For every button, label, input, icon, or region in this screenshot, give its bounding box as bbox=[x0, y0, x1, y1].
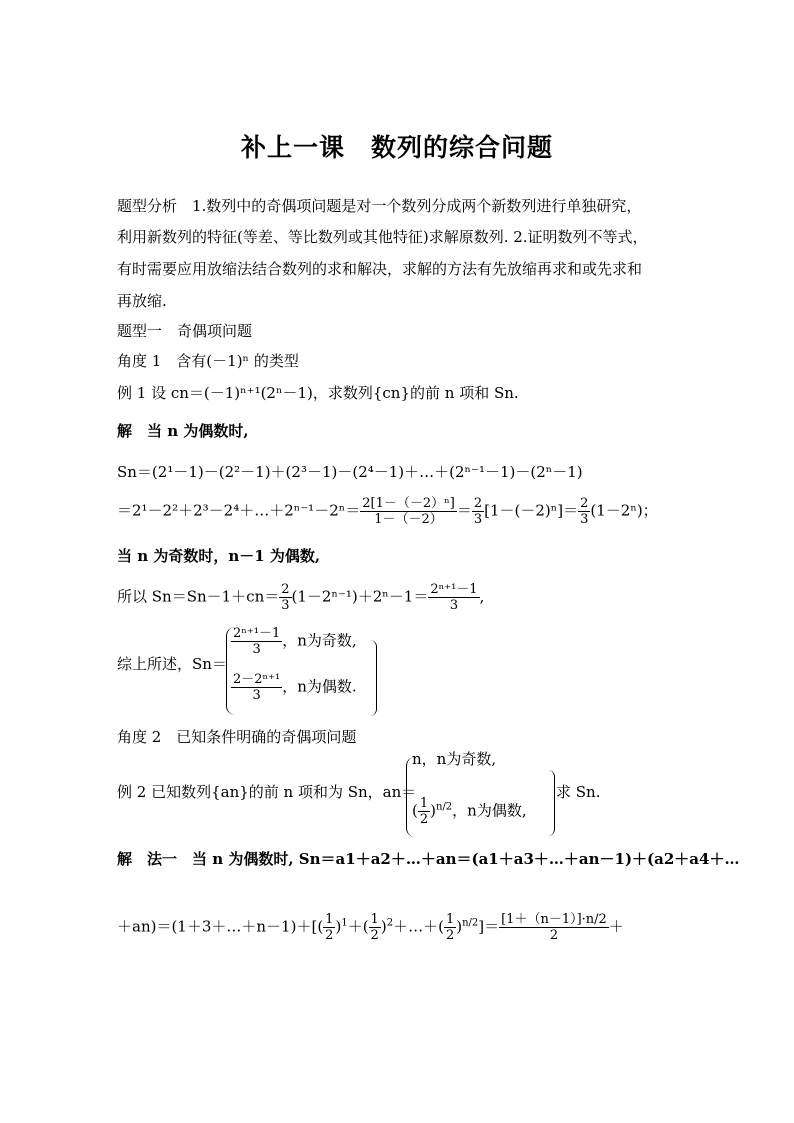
summary-case-even bbox=[231, 672, 357, 703]
fraction-1-numerator: 2[1－（－2）ⁿ] bbox=[362, 496, 455, 511]
type1-heading: 题型一 奇偶项问题 bbox=[117, 322, 253, 340]
last-line-end: ＋ bbox=[608, 917, 624, 936]
last-half-1 bbox=[323, 912, 335, 943]
example2-half-num: 1 bbox=[419, 796, 429, 811]
analysis-line-3: 有时需要应用放缩法结合数列的求和解决，求解的方法有先放缩再求和或先求和 bbox=[117, 260, 643, 278]
case-odd-condition: ，n为奇数, bbox=[282, 631, 357, 650]
calc-line-start: ＝2¹－2²＋2³－2⁴＋…＋2ⁿ⁻¹－2ⁿ＝ bbox=[117, 501, 361, 520]
example2-right-brace bbox=[548, 770, 555, 836]
example2-half-den: 2 bbox=[419, 812, 429, 827]
last-line-ellipsis: ＋…＋ bbox=[393, 917, 439, 936]
fraction-3 bbox=[578, 496, 590, 527]
summary-case-odd bbox=[231, 626, 357, 657]
summary-right-brace bbox=[370, 640, 377, 716]
so-line-middle: (1－2ⁿ⁻¹)＋2ⁿ－1＝ bbox=[291, 587, 429, 606]
example2-exponent: n/2 bbox=[436, 801, 453, 813]
last-half-1-den: 2 bbox=[325, 928, 334, 943]
last-fraction-numerator: [1＋（n－1）]·n/2 bbox=[501, 912, 607, 927]
example2-case-odd: n，n为奇数, bbox=[412, 750, 497, 768]
example2-suffix: 求 Sn. bbox=[556, 783, 601, 801]
case-odd-denominator: 3 bbox=[252, 642, 261, 657]
case-even-numerator: 2－2ⁿ⁺¹ bbox=[233, 672, 281, 687]
case-even-denominator: 3 bbox=[252, 688, 261, 703]
case-even-condition: ，n为偶数. bbox=[282, 677, 357, 696]
sum-expansion: Sn＝(2¹－1)－(2²－1)＋(2³－1)－(2⁴－1)＋…＋(2ⁿ⁻¹－1)－(2ⁿ－1) bbox=[117, 463, 583, 481]
last-fraction bbox=[499, 912, 609, 943]
last-half-3-num: 1 bbox=[445, 912, 455, 927]
example1-text: 例 1 设 cn＝(－1)ⁿ⁺¹(2ⁿ－1)，求数列{cn}的前 n 项和 Sn. bbox=[117, 384, 519, 402]
analysis-line-4: 再放缩. bbox=[117, 292, 167, 310]
example2-case-even-condition: ，n为偶数, bbox=[452, 801, 527, 820]
solution2-line: 解 法一 当 n 为偶数时, Sn＝a1＋a2＋…＋an＝(a1＋a3＋…＋an－1)＋(a2＋a4＋… bbox=[117, 850, 740, 868]
last-half-3 bbox=[444, 912, 456, 943]
so-line: 所以 Sn＝Sn－1＋cn＝ $\frac{2}{3}$ (1－2ⁿ⁻¹)＋2ⁿ－1＝ $\frac{\text{2ⁿ⁺¹－1}}{3}$ , bbox=[117, 582, 485, 613]
fraction-3-numerator: 2 bbox=[580, 496, 589, 511]
last-exp-3: n/2 bbox=[462, 917, 479, 929]
last-half-1-num: 1 bbox=[325, 912, 334, 927]
angle2-heading: 角度 2 已知条件明确的奇偶项问题 bbox=[117, 728, 357, 746]
example2-prefix: 例 2 已知数列{an}的前 n 项和为 Sn，an＝ bbox=[117, 783, 417, 801]
case-odd-fraction bbox=[231, 626, 282, 657]
so-fraction-2-numerator: 2ⁿ⁺¹－1 bbox=[430, 582, 478, 597]
last-line: ＋an)＝(1＋3＋…＋n－1)＋[( $\frac{1}{2}$ )$^1$＋( $\frac{1}{2}$ )$^2$＋…＋( $\frac{1}{2}$ )$^{n/2}$]＝ $\frac{[1+(n-1)]\cdot n/2}{2}$ ＋ bbox=[117, 912, 624, 943]
case-odd-numerator: 2ⁿ⁺¹－1 bbox=[233, 626, 281, 641]
so-fraction-1 bbox=[279, 582, 291, 613]
last-half-2 bbox=[369, 912, 381, 943]
last-line-start: ＋an)＝(1＋3＋…＋n－1)＋[ bbox=[117, 917, 318, 936]
so-fraction-1-numerator: 2 bbox=[281, 582, 290, 597]
last-half-2-den: 2 bbox=[370, 928, 379, 943]
solution1-even-case: 解 当 n 为偶数时, bbox=[117, 422, 249, 440]
calc-line-middle: [1－(－2)ⁿ]＝ bbox=[484, 501, 579, 520]
last-half-3-den: 2 bbox=[445, 928, 455, 943]
fraction-3-denominator: 3 bbox=[580, 512, 589, 527]
last-fraction-denominator: 2 bbox=[549, 928, 559, 943]
case-even-fraction bbox=[231, 672, 282, 703]
fraction-2-denominator: 3 bbox=[473, 512, 483, 527]
last-exp-1: 1 bbox=[341, 917, 348, 929]
angle1-heading: 角度 1 含有(－1)ⁿ 的类型 bbox=[117, 352, 299, 370]
fraction-2-numerator: 2 bbox=[473, 496, 483, 511]
page-title: 补上一课 数列的综合问题 bbox=[240, 133, 553, 162]
summary-prefix: 综上所述，Sn＝ bbox=[117, 655, 227, 673]
analysis-line-1: 题型分析 1.数列中的奇偶项问题是对一个数列分成两个新数列进行单独研究， bbox=[117, 197, 642, 215]
fraction-2 bbox=[472, 496, 484, 527]
example2-half bbox=[418, 796, 430, 827]
analysis-line-2: 利用新数列的特征(等差、等比数列或其他特征)求解原数列. 2.证明数列不等式， bbox=[117, 228, 648, 246]
so-line-start: 所以 Sn＝Sn－1＋cn＝ bbox=[117, 587, 280, 606]
last-exp-2: 2 bbox=[386, 917, 394, 929]
example2-case-even: ( $\frac{1}{2}$ )$^{n/2}$，n为偶数, bbox=[412, 796, 527, 827]
calc-line: ＝2¹－2²＋2³－2⁴＋…＋2ⁿ⁻¹－2ⁿ＝ $\frac{\text{2[1－（－2）ⁿ]}}{1-(-2)}$ ＝ $\frac{2}{3}$ [1－(－2)ⁿ]＝ $\frac{2}{3}$ (1－2ⁿ)； bbox=[117, 496, 658, 527]
so-fraction-2 bbox=[428, 582, 479, 613]
fraction-1-denominator: 1－（－2） bbox=[374, 512, 443, 527]
fraction-1 bbox=[360, 496, 457, 527]
odd-case-line: 当 n 为奇数时，n－1 为偶数, bbox=[117, 547, 321, 565]
calc-line-end: (1－2ⁿ)； bbox=[590, 501, 658, 520]
so-fraction-2-denominator: 3 bbox=[449, 598, 459, 613]
last-half-2-num: 1 bbox=[370, 912, 379, 927]
so-fraction-1-denominator: 3 bbox=[281, 598, 290, 613]
